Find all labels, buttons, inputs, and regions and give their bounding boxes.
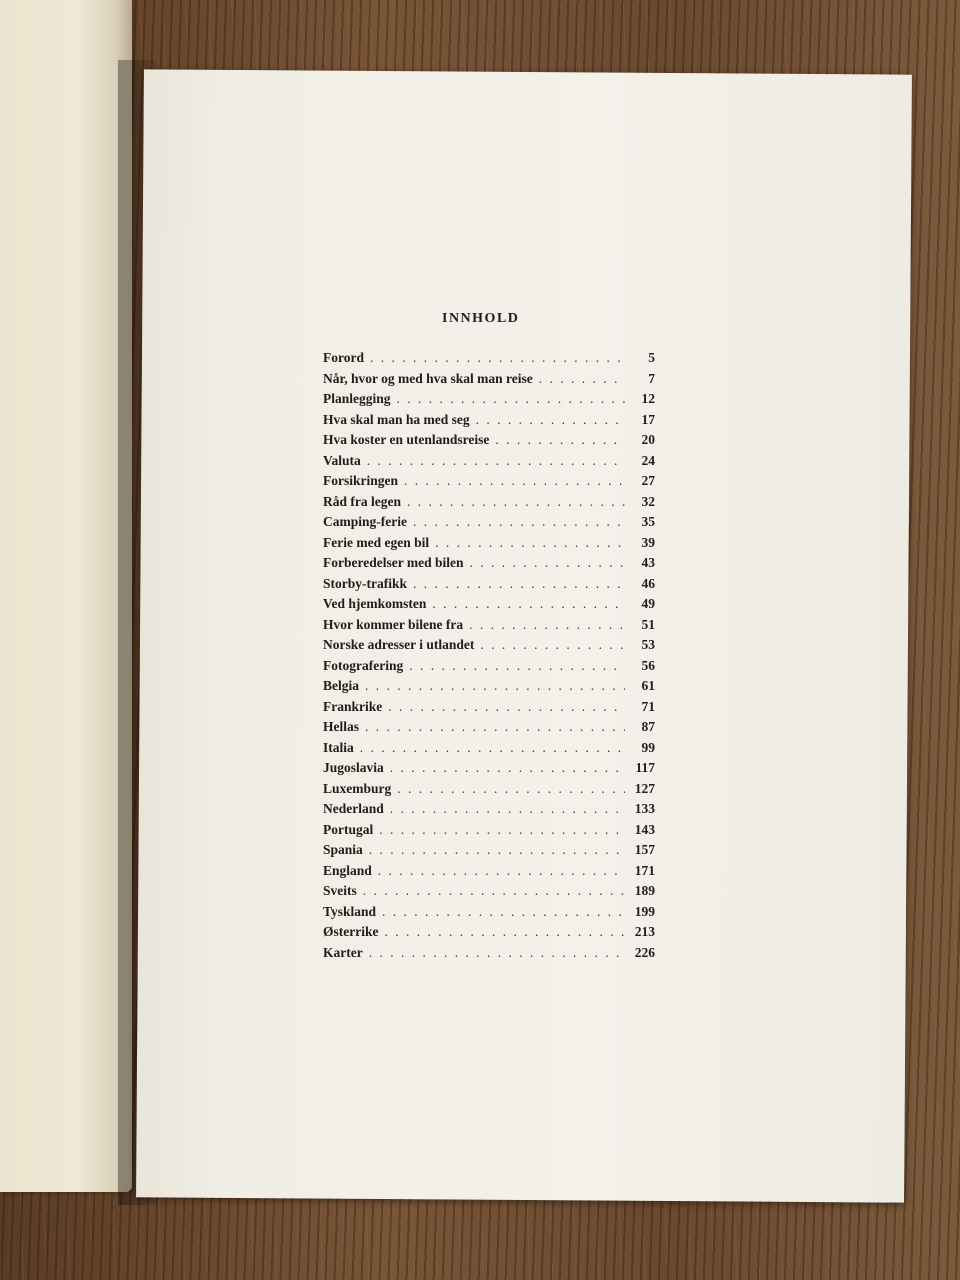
- toc-entry-page: 39: [641, 534, 655, 550]
- toc-entry-title: Forberedelser med bilen: [323, 555, 464, 570]
- toc-dot-leader: [384, 922, 625, 943]
- toc-entry: [323, 512, 655, 533]
- toc-entry: [323, 902, 655, 923]
- toc-dot-leader: [365, 676, 625, 697]
- toc-entry-page: 199: [634, 903, 655, 919]
- left-page: [0, 0, 132, 1192]
- toc-entry-page: 189: [634, 883, 655, 898]
- toc-dot-leader: [390, 799, 625, 820]
- toc-entry-page: 24: [641, 452, 655, 468]
- toc-entry: [323, 799, 655, 820]
- toc-entry-title: Hellas: [323, 719, 359, 734]
- toc-entry-page: 53: [641, 637, 655, 652]
- toc-entry: [323, 922, 655, 943]
- toc-entry-page: 127: [634, 780, 655, 796]
- toc-entry-page: 20: [641, 432, 655, 447]
- toc-entry-page: 43: [641, 555, 655, 570]
- toc-entry: [323, 451, 655, 472]
- toc-entry-title: Luxemburg: [323, 780, 392, 796]
- toc-entry-page: 5: [648, 350, 655, 365]
- toc-entry-title: Råd fra legen: [323, 493, 401, 509]
- toc-entry-page: 61: [641, 678, 655, 693]
- toc-entry-title: Hva koster en utenlandsreise: [323, 432, 490, 447]
- toc-entry-title: Spania: [323, 842, 363, 857]
- toc-dot-leader: [397, 779, 625, 800]
- toc-dot-leader: [388, 697, 625, 718]
- table-of-contents: [323, 348, 655, 963]
- toc-entry: [323, 553, 655, 574]
- toc-dot-leader: [469, 553, 625, 574]
- toc-dot-leader: [382, 902, 625, 923]
- toc-entry-title: England: [323, 862, 372, 878]
- toc-entry-page: 213: [634, 924, 655, 939]
- toc-entry: [323, 881, 655, 902]
- toc-entry: [323, 738, 655, 759]
- toc-entry-page: 35: [641, 514, 655, 529]
- toc-dot-leader: [413, 512, 625, 533]
- toc-entry-title: Storby-trafikk: [323, 575, 407, 591]
- toc-dot-leader: [404, 471, 625, 492]
- toc-dot-leader: [390, 758, 625, 779]
- toc-entry: [323, 758, 655, 779]
- toc-dot-leader: [409, 656, 625, 677]
- toc-entry-title: Valuta: [323, 452, 361, 468]
- toc-entry: [323, 389, 655, 410]
- toc-entry-title: Ferie med egen bil: [323, 534, 430, 550]
- toc-entry-title: Forsikringen: [323, 473, 399, 488]
- toc-entry-title: Tyskland: [323, 903, 377, 919]
- toc-entry-page: 117: [635, 760, 655, 775]
- toc-entry: [323, 430, 655, 451]
- toc-entry: [323, 594, 655, 615]
- toc-entry: [323, 492, 655, 513]
- toc-entry: [323, 410, 655, 431]
- toc-entry: [323, 533, 655, 554]
- toc-entry: [323, 656, 655, 677]
- toc-entry-title: Fotografering: [323, 657, 404, 673]
- toc-entry-page: 226: [634, 944, 655, 960]
- toc-entry: [323, 615, 655, 636]
- toc-entry-title: Når, hvor og med hva skal man reise: [323, 370, 533, 386]
- toc-entry-page: 46: [641, 575, 655, 591]
- toc-dot-leader: [432, 594, 625, 615]
- toc-entry-page: 17: [641, 411, 655, 427]
- toc-entry: [323, 369, 655, 390]
- toc-heading: INNHOLD: [442, 311, 520, 326]
- toc-dot-leader: [378, 861, 625, 882]
- toc-dot-leader: [495, 430, 625, 451]
- toc-entry-page: 171: [634, 862, 655, 878]
- toc-entry-page: 56: [641, 657, 655, 673]
- toc-dot-leader: [379, 820, 625, 841]
- toc-entry-page: 51: [641, 616, 655, 632]
- toc-entry-title: Hvor kommer bilene fra: [323, 616, 464, 632]
- toc-dot-leader: [360, 738, 625, 759]
- toc-dot-leader: [397, 389, 625, 410]
- toc-entry-title: Norske adresser i utlandet: [323, 637, 475, 652]
- toc-entry-page: 27: [641, 473, 655, 488]
- toc-entry-page: 143: [634, 821, 655, 837]
- toc-entry-page: 71: [641, 698, 655, 714]
- toc-entry-title: Camping-ferie: [323, 514, 407, 529]
- toc-entry-page: 99: [641, 739, 655, 755]
- toc-entry: [323, 840, 655, 861]
- toc-entry-title: Frankrike: [323, 698, 383, 714]
- toc-dot-leader: [363, 881, 625, 902]
- toc-dot-leader: [413, 574, 625, 595]
- toc-dot-leader: [370, 348, 625, 369]
- toc-entry: [323, 635, 655, 656]
- toc-entry: [323, 348, 655, 369]
- toc-entry-title: Ved hjemkomsten: [323, 596, 427, 611]
- toc-entry: [323, 779, 655, 800]
- toc-entry: [323, 820, 655, 841]
- toc-dot-leader: [365, 717, 625, 738]
- toc-dot-leader: [480, 635, 625, 656]
- toc-entry-title: Planlegging: [323, 391, 391, 406]
- toc-entry-title: Portugal: [323, 821, 374, 837]
- toc-dot-leader: [369, 943, 625, 964]
- toc-dot-leader: [476, 410, 625, 431]
- toc-entry: [323, 676, 655, 697]
- toc-dot-leader: [539, 369, 625, 390]
- toc-entry: [323, 471, 655, 492]
- toc-entry-page: 133: [634, 801, 655, 816]
- toc-entry-page: 12: [641, 391, 655, 406]
- toc-entry-page: 32: [641, 493, 655, 509]
- toc-entry: [323, 717, 655, 738]
- toc-entry: [323, 943, 655, 964]
- toc-entry-page: 7: [648, 370, 655, 386]
- toc-dot-leader: [407, 492, 625, 513]
- toc-entry: [323, 861, 655, 882]
- toc-entry-title: Italia: [323, 739, 354, 755]
- toc-dot-leader: [369, 840, 625, 861]
- toc-entry: [323, 697, 655, 718]
- toc-entry-title: Belgia: [323, 678, 359, 693]
- toc-entry-title: Jugoslavia: [323, 760, 384, 775]
- toc-entry-title: Forord: [323, 350, 364, 365]
- toc-entry-page: 49: [641, 596, 655, 611]
- toc-dot-leader: [435, 533, 625, 554]
- toc-entry-title: Nederland: [323, 801, 384, 816]
- toc-entry-page: 87: [641, 719, 655, 734]
- toc-dot-leader: [469, 615, 625, 636]
- toc-entry-page: 157: [634, 842, 655, 857]
- toc-entry-title: Hva skal man ha med seg: [323, 411, 470, 427]
- toc-entry-title: Karter: [323, 944, 363, 960]
- toc-entry: [323, 574, 655, 595]
- toc-dot-leader: [367, 451, 625, 472]
- toc-entry-title: Sveits: [323, 883, 357, 898]
- toc-entry-title: Østerrike: [323, 924, 379, 939]
